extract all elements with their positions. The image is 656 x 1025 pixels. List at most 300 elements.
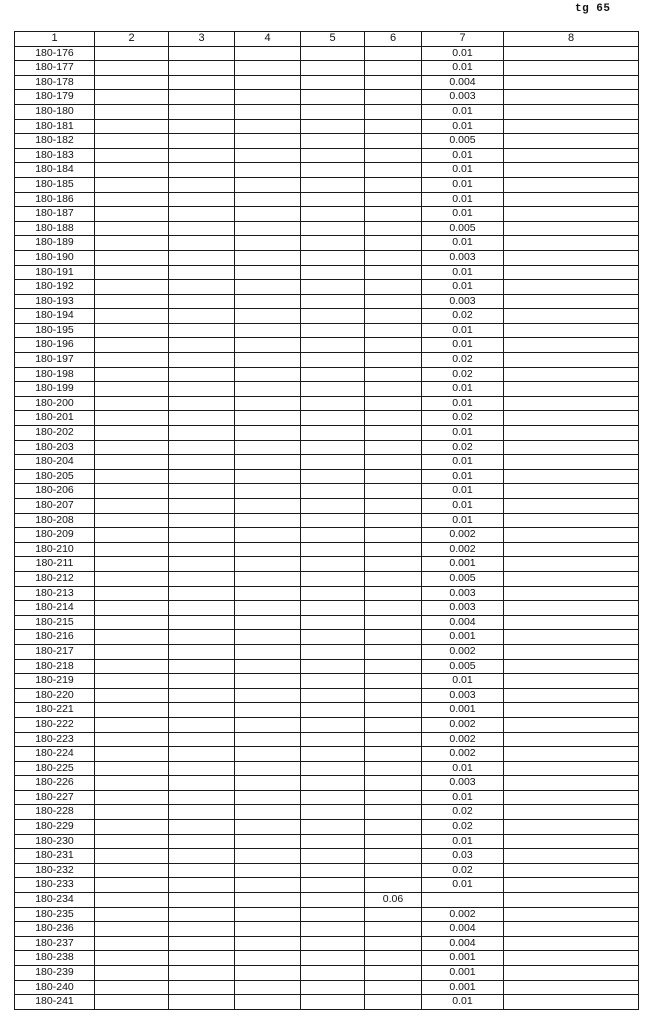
- table-row: [15, 878, 639, 893]
- cell-col4: [235, 221, 301, 236]
- table-row: [15, 134, 639, 149]
- cell-col6: [365, 499, 422, 514]
- cell-col8: [504, 367, 639, 382]
- cell-col5: [301, 61, 365, 76]
- cell-col3: [169, 455, 235, 470]
- cell-col7: 0.01: [422, 396, 504, 411]
- cell-col2: [95, 75, 169, 90]
- table-row: [15, 703, 639, 718]
- table-row: [15, 192, 639, 207]
- cell-col2: [95, 309, 169, 324]
- table-row: [15, 367, 639, 382]
- cell-id: 180-191: [15, 265, 95, 280]
- cell-col8: [504, 396, 639, 411]
- cell-col4: [235, 484, 301, 499]
- cell-col3: [169, 615, 235, 630]
- cell-col3: [169, 586, 235, 601]
- cell-col7: 0.02: [422, 805, 504, 820]
- cell-col6: [365, 630, 422, 645]
- cell-col7: 0.02: [422, 367, 504, 382]
- cell-col4: [235, 499, 301, 514]
- table-row: [15, 75, 639, 90]
- cell-col2: [95, 732, 169, 747]
- cell-col6: [365, 732, 422, 747]
- cell-col8: [504, 659, 639, 674]
- cell-col5: [301, 513, 365, 528]
- cell-col5: [301, 426, 365, 441]
- cell-id: 180-229: [15, 820, 95, 835]
- cell-col7: 0.002: [422, 528, 504, 543]
- cell-col6: [365, 294, 422, 309]
- cell-col8: [504, 586, 639, 601]
- cell-col6: [365, 761, 422, 776]
- cell-col4: [235, 104, 301, 119]
- cell-col8: [504, 323, 639, 338]
- cell-col4: [235, 995, 301, 1010]
- cell-id: 180-221: [15, 703, 95, 718]
- cell-col8: [504, 148, 639, 163]
- cell-col2: [95, 396, 169, 411]
- cell-col6: [365, 820, 422, 835]
- cell-col6: [365, 396, 422, 411]
- cell-col5: [301, 878, 365, 893]
- table-row: [15, 323, 639, 338]
- cell-col4: [235, 455, 301, 470]
- cell-col7: 0.005: [422, 659, 504, 674]
- cell-col6: [365, 119, 422, 134]
- cell-col3: [169, 469, 235, 484]
- cell-col6: [365, 922, 422, 937]
- cell-col2: [95, 236, 169, 251]
- cell-col6: [365, 163, 422, 178]
- cell-col2: [95, 849, 169, 864]
- table-row: [15, 353, 639, 368]
- cell-col4: [235, 469, 301, 484]
- table-row: [15, 90, 639, 105]
- cell-col2: [95, 674, 169, 689]
- cell-col6: [365, 90, 422, 105]
- cell-col7: 0.02: [422, 863, 504, 878]
- cell-col3: [169, 134, 235, 149]
- cell-col6: [365, 455, 422, 470]
- cell-id: 180-185: [15, 177, 95, 192]
- cell-col7: 0.02: [422, 440, 504, 455]
- table-row: [15, 922, 639, 937]
- table-row: [15, 907, 639, 922]
- cell-col2: [95, 688, 169, 703]
- cell-col2: [95, 104, 169, 119]
- cell-col3: [169, 338, 235, 353]
- cell-id: 180-181: [15, 119, 95, 134]
- cell-col5: [301, 440, 365, 455]
- cell-col8: [504, 805, 639, 820]
- cell-col7: 0.002: [422, 907, 504, 922]
- cell-col8: [504, 863, 639, 878]
- cell-col3: [169, 688, 235, 703]
- table-row: [15, 294, 639, 309]
- cell-col8: [504, 192, 639, 207]
- cell-col3: [169, 484, 235, 499]
- table-row: [15, 936, 639, 951]
- cell-col2: [95, 440, 169, 455]
- cell-col2: [95, 951, 169, 966]
- cell-col7: 0.003: [422, 776, 504, 791]
- cell-id: 180-207: [15, 499, 95, 514]
- cell-col7: 0.01: [422, 995, 504, 1010]
- cell-col6: [365, 338, 422, 353]
- cell-col4: [235, 265, 301, 280]
- cell-col5: [301, 250, 365, 265]
- cell-col5: [301, 177, 365, 192]
- cell-col7: 0.003: [422, 688, 504, 703]
- cell-col3: [169, 732, 235, 747]
- cell-col4: [235, 236, 301, 251]
- table-row: [15, 265, 639, 280]
- table-row: [15, 586, 639, 601]
- cell-col6: [365, 966, 422, 981]
- cell-col4: [235, 644, 301, 659]
- cell-id: 180-224: [15, 747, 95, 762]
- cell-col3: [169, 951, 235, 966]
- cell-col2: [95, 980, 169, 995]
- cell-col8: [504, 163, 639, 178]
- cell-col5: [301, 571, 365, 586]
- cell-col3: [169, 630, 235, 645]
- cell-col6: [365, 353, 422, 368]
- cell-col2: [95, 936, 169, 951]
- cell-col7: 0.01: [422, 382, 504, 397]
- cell-col7: 0.01: [422, 761, 504, 776]
- cell-col4: [235, 207, 301, 222]
- cell-col6: [365, 834, 422, 849]
- cell-col3: [169, 396, 235, 411]
- cell-col7: 0.001: [422, 966, 504, 981]
- cell-col5: [301, 323, 365, 338]
- table-row: [15, 338, 639, 353]
- cell-col6: [365, 776, 422, 791]
- cell-col5: [301, 469, 365, 484]
- table-row: [15, 615, 639, 630]
- cell-col6: [365, 601, 422, 616]
- cell-id: 180-210: [15, 542, 95, 557]
- cell-col4: [235, 396, 301, 411]
- table-row: [15, 46, 639, 61]
- cell-id: 180-189: [15, 236, 95, 251]
- cell-col8: [504, 513, 639, 528]
- cell-id: 180-208: [15, 513, 95, 528]
- cell-col8: [504, 484, 639, 499]
- cell-col2: [95, 46, 169, 61]
- cell-col7: 0.01: [422, 192, 504, 207]
- cell-col7: 0.003: [422, 250, 504, 265]
- cell-col2: [95, 499, 169, 514]
- table-row: [15, 207, 639, 222]
- cell-col4: [235, 192, 301, 207]
- cell-id: 180-211: [15, 557, 95, 572]
- cell-col2: [95, 747, 169, 762]
- table-row: [15, 820, 639, 835]
- cell-col7: 0.02: [422, 820, 504, 835]
- cell-col3: [169, 995, 235, 1010]
- cell-col8: [504, 776, 639, 791]
- cell-col3: [169, 499, 235, 514]
- table-row: [15, 849, 639, 864]
- cell-col6: [365, 849, 422, 864]
- cell-col6: [365, 236, 422, 251]
- cell-col7: 0.02: [422, 309, 504, 324]
- cell-col3: [169, 192, 235, 207]
- cell-col8: [504, 630, 639, 645]
- cell-col2: [95, 790, 169, 805]
- cell-id: 180-232: [15, 863, 95, 878]
- cell-col6: [365, 61, 422, 76]
- table-row: [15, 382, 639, 397]
- cell-col7: 0.01: [422, 163, 504, 178]
- cell-col6: [365, 674, 422, 689]
- cell-id: 180-237: [15, 936, 95, 951]
- cell-id: 180-214: [15, 601, 95, 616]
- cell-col4: [235, 61, 301, 76]
- cell-id: 180-182: [15, 134, 95, 149]
- cell-col7: 0.01: [422, 280, 504, 295]
- cell-col8: [504, 250, 639, 265]
- cell-id: 180-218: [15, 659, 95, 674]
- table-row: [15, 163, 639, 178]
- cell-col3: [169, 323, 235, 338]
- table-row: [15, 776, 639, 791]
- cell-col5: [301, 951, 365, 966]
- cell-col5: [301, 615, 365, 630]
- cell-col2: [95, 893, 169, 908]
- table-row: [15, 834, 639, 849]
- cell-col8: [504, 849, 639, 864]
- cell-col8: [504, 615, 639, 630]
- cell-col4: [235, 966, 301, 981]
- cell-col7: 0.01: [422, 119, 504, 134]
- cell-col8: [504, 309, 639, 324]
- cell-col4: [235, 820, 301, 835]
- cell-col2: [95, 367, 169, 382]
- table-row: [15, 236, 639, 251]
- cell-col5: [301, 148, 365, 163]
- table-row: [15, 484, 639, 499]
- cell-col4: [235, 382, 301, 397]
- table-row: [15, 951, 639, 966]
- cell-col4: [235, 134, 301, 149]
- cell-id: 180-219: [15, 674, 95, 689]
- cell-col8: [504, 469, 639, 484]
- cell-col3: [169, 90, 235, 105]
- cell-col3: [169, 747, 235, 762]
- table-row: [15, 542, 639, 557]
- cell-col2: [95, 659, 169, 674]
- cell-col7: 0.01: [422, 455, 504, 470]
- cell-col6: [365, 805, 422, 820]
- cell-col4: [235, 776, 301, 791]
- cell-col4: [235, 353, 301, 368]
- cell-id: 180-184: [15, 163, 95, 178]
- cell-col5: [301, 207, 365, 222]
- cell-col3: [169, 907, 235, 922]
- cell-col4: [235, 338, 301, 353]
- cell-col6: [365, 134, 422, 149]
- cell-id: 180-196: [15, 338, 95, 353]
- cell-col6: [365, 192, 422, 207]
- cell-col5: [301, 922, 365, 937]
- cell-col6: [365, 571, 422, 586]
- cell-col3: [169, 557, 235, 572]
- cell-col2: [95, 280, 169, 295]
- cell-col3: [169, 717, 235, 732]
- cell-col3: [169, 250, 235, 265]
- cell-col5: [301, 688, 365, 703]
- cell-col7: 0.002: [422, 747, 504, 762]
- cell-col8: [504, 542, 639, 557]
- cell-col4: [235, 119, 301, 134]
- cell-col7: 0.004: [422, 75, 504, 90]
- cell-col8: [504, 280, 639, 295]
- column-header-5: 5: [301, 32, 365, 47]
- cell-col7: 0.002: [422, 542, 504, 557]
- cell-col8: [504, 922, 639, 937]
- cell-col3: [169, 177, 235, 192]
- table-row: [15, 630, 639, 645]
- cell-col3: [169, 528, 235, 543]
- data-table: [14, 31, 639, 1010]
- cell-col8: [504, 46, 639, 61]
- cell-col5: [301, 966, 365, 981]
- cell-id: 180-234: [15, 893, 95, 908]
- cell-col2: [95, 863, 169, 878]
- cell-col3: [169, 280, 235, 295]
- cell-col7: 0.002: [422, 717, 504, 732]
- cell-col6: [365, 615, 422, 630]
- cell-id: 180-177: [15, 61, 95, 76]
- cell-col5: [301, 834, 365, 849]
- cell-col7: 0.003: [422, 294, 504, 309]
- cell-col2: [95, 134, 169, 149]
- table-row: [15, 469, 639, 484]
- cell-col7: 0.01: [422, 499, 504, 514]
- cell-col6: [365, 528, 422, 543]
- table-row: [15, 644, 639, 659]
- table-row: [15, 688, 639, 703]
- table-row: [15, 426, 639, 441]
- cell-col3: [169, 601, 235, 616]
- cell-id: 180-180: [15, 104, 95, 119]
- cell-col7: 0.004: [422, 922, 504, 937]
- table-row: [15, 309, 639, 324]
- cell-col7: 0.01: [422, 46, 504, 61]
- cell-col8: [504, 980, 639, 995]
- cell-col2: [95, 878, 169, 893]
- cell-col8: [504, 382, 639, 397]
- cell-col8: [504, 717, 639, 732]
- table-row: [15, 528, 639, 543]
- cell-col7: 0.01: [422, 426, 504, 441]
- cell-col3: [169, 104, 235, 119]
- cell-col4: [235, 250, 301, 265]
- cell-col4: [235, 309, 301, 324]
- cell-col7: 0.01: [422, 484, 504, 499]
- table-row: [15, 980, 639, 995]
- cell-col3: [169, 221, 235, 236]
- cell-col3: [169, 644, 235, 659]
- cell-col7: 0.01: [422, 513, 504, 528]
- column-header-2: 2: [95, 32, 169, 47]
- cell-col6: [365, 104, 422, 119]
- cell-col4: [235, 761, 301, 776]
- cell-col5: [301, 236, 365, 251]
- cell-col7: 0.004: [422, 615, 504, 630]
- cell-col5: [301, 542, 365, 557]
- cell-col5: [301, 396, 365, 411]
- cell-col4: [235, 747, 301, 762]
- cell-id: 180-223: [15, 732, 95, 747]
- cell-col2: [95, 207, 169, 222]
- header-row: [15, 32, 639, 47]
- cell-col4: [235, 557, 301, 572]
- cell-col8: [504, 411, 639, 426]
- cell-col7: 0.01: [422, 674, 504, 689]
- cell-col4: [235, 717, 301, 732]
- cell-col8: [504, 426, 639, 441]
- cell-col7: 0.01: [422, 104, 504, 119]
- cell-col6: [365, 440, 422, 455]
- cell-id: 180-179: [15, 90, 95, 105]
- table-body: [15, 46, 639, 1009]
- cell-col5: [301, 338, 365, 353]
- cell-col2: [95, 995, 169, 1010]
- cell-col6: [365, 659, 422, 674]
- cell-col4: [235, 571, 301, 586]
- cell-col7: 0.01: [422, 338, 504, 353]
- cell-col2: [95, 294, 169, 309]
- cell-col3: [169, 309, 235, 324]
- cell-col2: [95, 382, 169, 397]
- cell-col8: [504, 951, 639, 966]
- cell-col5: [301, 805, 365, 820]
- cell-col5: [301, 907, 365, 922]
- table-row: [15, 790, 639, 805]
- cell-col6: [365, 790, 422, 805]
- cell-col8: [504, 236, 639, 251]
- cell-col2: [95, 571, 169, 586]
- cell-col6: [365, 557, 422, 572]
- cell-col5: [301, 192, 365, 207]
- table-row: [15, 396, 639, 411]
- cell-col7: 0.01: [422, 61, 504, 76]
- cell-col5: [301, 995, 365, 1010]
- cell-col8: [504, 674, 639, 689]
- cell-col4: [235, 732, 301, 747]
- cell-col5: [301, 776, 365, 791]
- cell-col2: [95, 542, 169, 557]
- cell-col6: [365, 644, 422, 659]
- cell-col8: [504, 820, 639, 835]
- cell-col8: [504, 499, 639, 514]
- cell-col8: [504, 134, 639, 149]
- cell-col6: [365, 469, 422, 484]
- cell-col4: [235, 659, 301, 674]
- cell-col5: [301, 382, 365, 397]
- cell-col6: [365, 936, 422, 951]
- cell-col5: [301, 717, 365, 732]
- cell-col3: [169, 571, 235, 586]
- column-header-1: 1: [15, 32, 95, 47]
- cell-col6: [365, 367, 422, 382]
- cell-col4: [235, 980, 301, 995]
